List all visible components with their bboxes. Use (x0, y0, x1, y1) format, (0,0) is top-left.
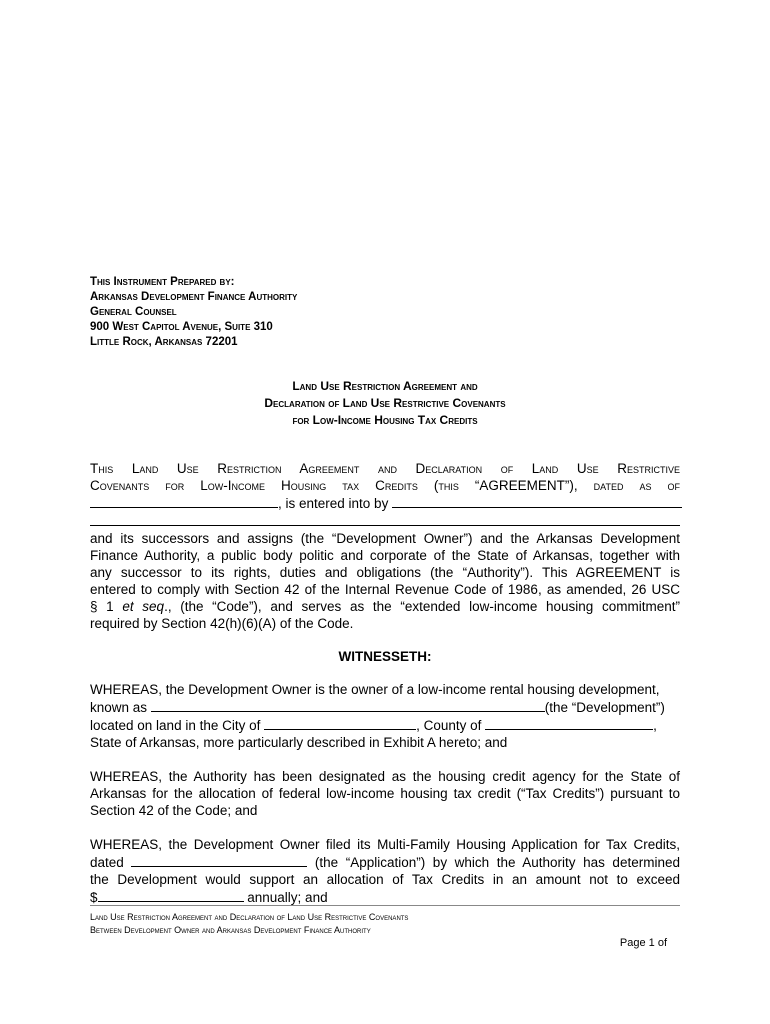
whereas-line (90, 698, 680, 716)
page-number: Page 1 of (619, 937, 667, 949)
whereas-line-text: (the “Application”) by which the Authority has determined (307, 855, 680, 870)
whereas-line-text: located on land in the City of (90, 718, 265, 733)
whereas-line-text: , County of (416, 718, 486, 733)
whereas-line (90, 716, 680, 734)
intro-italic-text: et seq (122, 599, 165, 614)
whereas-paragraph-3 (90, 836, 680, 906)
intro-line (90, 494, 680, 512)
date-blank[interactable] (90, 494, 278, 508)
intro-line-text: § 1 (90, 599, 123, 614)
whereas-line: WHEREAS, the Development Owner filed its Multi-Family Housing Application for Tax Credits, (90, 837, 680, 852)
development-name-blank[interactable] (151, 698, 545, 712)
application-date-blank[interactable] (131, 853, 307, 867)
witnesseth-heading: WITNESSETH: (338, 649, 432, 664)
whereas-line: the Development would support an allocation of Tax Credits in an amount not to exceed (90, 872, 680, 887)
intro-line-text: , is entered into by (278, 496, 389, 511)
preparer-organization: Arkansas Development Finance Authority (90, 291, 298, 303)
footer-line-2: Between Development Owner and Arkansas Development Finance Authority (90, 925, 371, 935)
whereas-line-text: annually; and (243, 890, 328, 905)
preparer-heading: This Instrument Prepared by: (90, 276, 235, 288)
credit-amount-blank[interactable] (98, 888, 244, 902)
whereas-line-text: known as (90, 700, 151, 715)
document-body (90, 460, 680, 906)
intro-line: Finance Authority, a public body politic and corporate of the State of Arkansas, together with (90, 548, 680, 563)
intro-paragraph (90, 460, 680, 632)
whereas-paragraph-1 (90, 681, 680, 751)
footer-divider (90, 905, 680, 906)
whereas-line (90, 853, 680, 871)
owner-name-blank-2[interactable] (90, 512, 680, 526)
whereas-line: WHEREAS, the Authority has been designated as the housing credit agency for the State of (90, 769, 680, 784)
whereas-line-text: , (653, 718, 657, 733)
whereas-line-text: (the “Development”) (544, 700, 665, 715)
paragraph-gap (90, 819, 680, 836)
whereas-line (90, 888, 680, 906)
intro-line (90, 512, 680, 530)
preparer-block (90, 275, 297, 350)
title-line-1: Land Use Restriction Agreement and (292, 379, 478, 393)
whereas-line-text: dated (90, 855, 132, 870)
paragraph-gap (90, 751, 680, 768)
footer (90, 911, 408, 937)
intro-line: entered to comply with Section 42 of the Internal Revenue Code of 1986, as amended, 26 USC (90, 582, 680, 597)
title-line-3: for Low-Income Housing Tax Credits (292, 413, 478, 427)
intro-line: and its successors and assigns (the “Development Owner”) and the Arkansas Development (90, 531, 680, 546)
intro-line-text: ., (the “Code”), and serves as the “extended low-income housing commitment” (164, 599, 680, 614)
whereas-line: Section 42 of the Code; and (90, 803, 258, 818)
intro-line: This Land Use Restriction Agreement and Declaration of Land Use Restrictive (90, 461, 680, 476)
intro-line (90, 477, 680, 494)
intro-line (90, 598, 680, 615)
county-blank[interactable] (485, 716, 653, 730)
whereas-line: Arkansas for the allocation of federal low-income housing tax credit (“Tax Credits”) pursuant to (90, 786, 680, 801)
whereas-line-text: $ (90, 890, 98, 905)
title-line-2: Declaration of Land Use Restrictive Covenants (264, 396, 506, 410)
city-blank[interactable] (264, 716, 416, 730)
whereas-paragraph-2 (90, 768, 680, 819)
intro-line: any successor to its rights, duties and obligations (the “Authority”). This AGREEMENT is (90, 565, 680, 580)
document-title (90, 378, 680, 429)
owner-name-blank[interactable] (392, 494, 682, 508)
preparer-city: Little Rock, Arkansas 72201 (90, 336, 238, 348)
intro-line-text: Covenants for Low-Income Housing tax Credits (this “AGREEMENT”), dated as of (90, 478, 680, 493)
whereas-line: State of Arkansas, more particularly described in Exhibit A hereto; and (90, 735, 508, 750)
footer-line-1: Land Use Restriction Agreement and Declaration of Land Use Restrictive Covenants (90, 912, 409, 922)
intro-line: required by Section 42(h)(6)(A) of the Code. (90, 616, 354, 631)
preparer-department: General Counsel (90, 306, 177, 318)
whereas-line: WHEREAS, the Development Owner is the owner of a low-income rental housing development, (90, 682, 660, 697)
preparer-street: 900 West Capitol Avenue, Suite 310 (90, 321, 273, 333)
